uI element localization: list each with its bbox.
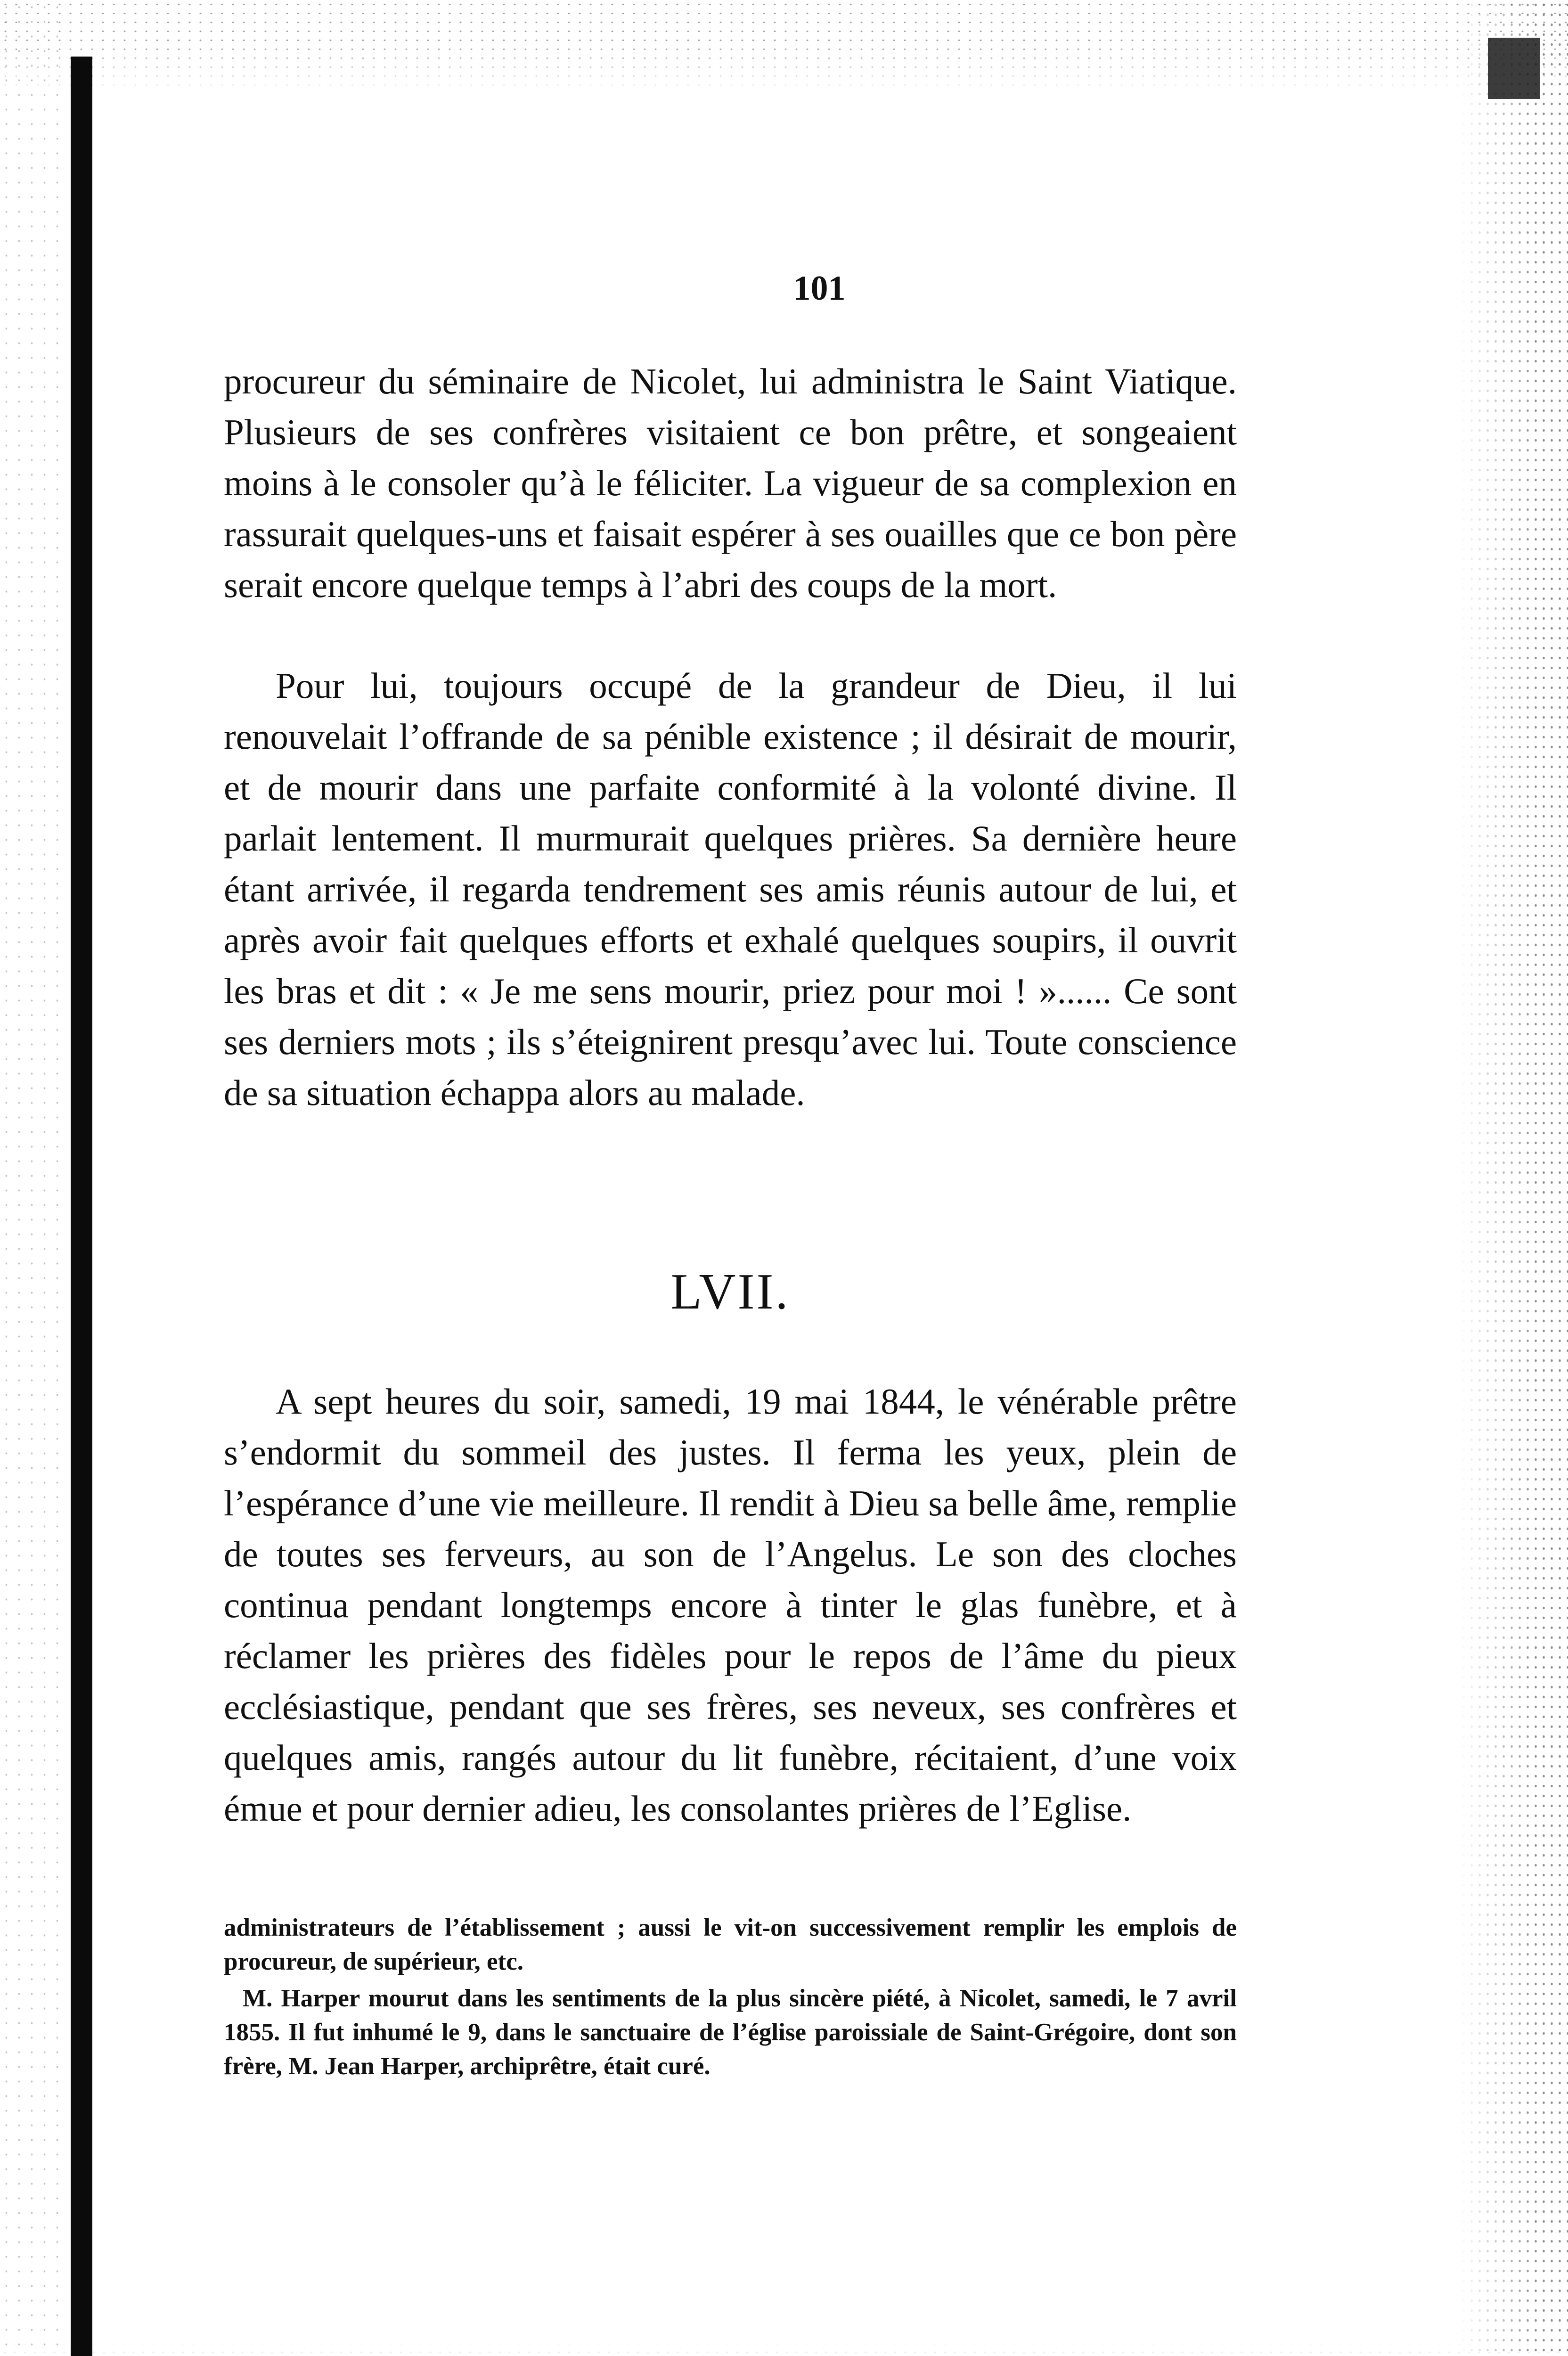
scan-noise-bottom <box>0 2340 1568 2356</box>
body-paragraph-3: A sept heures du soir, samedi, 19 mai 1844, le vénérable prêtre s’endormit du sommeil des justes. Il ferma les yeux, plein de l’espérance d’une vie meilleure. Il rendit à Dieu sa belle âme, remplie de toutes ses ferveurs, au son de l’Angelus. Le son des cloches continua pendant longtemps encore à tinter le glas funèbre, et à réclamer les prières des fidèles pour le repos de l’âme du pieux ecclésiastique, pendant que ses frères, ses neveux, ses confrères et quelques amis, rangés autour du lit funèbre, récitaient, d’une voix émue et pour dernier adieu, les consolantes prières de l’Eglise. <box>224 1381 1237 1829</box>
body-paragraph-2: Pour lui, toujours occupé de la grandeur de Dieu, il lui renouvelait l’offrande de sa pénible existence ; il désirait de mourir, et de mourir dans une parfaite conformité à la volonté divine. Il parlait lentement. Il murmurait quelques prières. Sa dernière heure étant arrivée, il regarda tendrement ses amis réunis autour de lui, et après avoir fait quelques efforts et exhalé quelques soupirs, il ouvrit les bras et dit : « Je me sens mourir, priez pour moi ! »...... Ce sont ses derniers mots ; ils s’éteignirent presqu’avec lui. Toute conscience de sa situation échappa alors au malade. <box>224 665 1237 1113</box>
scan-noise-left <box>0 0 66 2356</box>
scan-noise-right <box>1460 0 1568 2356</box>
page-number: 101 <box>793 269 846 308</box>
binding-edge-rule <box>71 57 92 2356</box>
footnote-harper: M. Harper mourut dans les sentiments de la plus sincère piété, à Nicolet, samedi, le 7 avril 1855. Il fut inhumé le 9, dans le sanctuaire de l’église paroissiale de Saint-Grégoire, dont son frère, M. Jean Harper, archiprêtre, était curé. <box>224 1985 1237 2080</box>
footnote-continued: administrateurs de l’établissement ; aussi le vit-on successivement remplir les emplois de procureur, de supérieur, etc. <box>224 1914 1237 1975</box>
chapter-heading: LVII. <box>670 1264 790 1320</box>
footnotes <box>224 1911 1237 2083</box>
body-paragraph-1: procureur du séminaire de Nicolet, lui administra le Saint Viatique. Plusieurs de ses confrères visitaient ce bon prêtre, et songeaient moins à le consoler qu’à le féliciter. La vigueur de sa complexion en rassurait quelques-uns et faisait espérer à ses ouailles que ce bon père serait encore quelque temps à l’abri des coups de la mort. <box>224 361 1237 605</box>
scan-noise-top <box>0 0 1568 94</box>
scan-corner-blot <box>1488 38 1540 99</box>
